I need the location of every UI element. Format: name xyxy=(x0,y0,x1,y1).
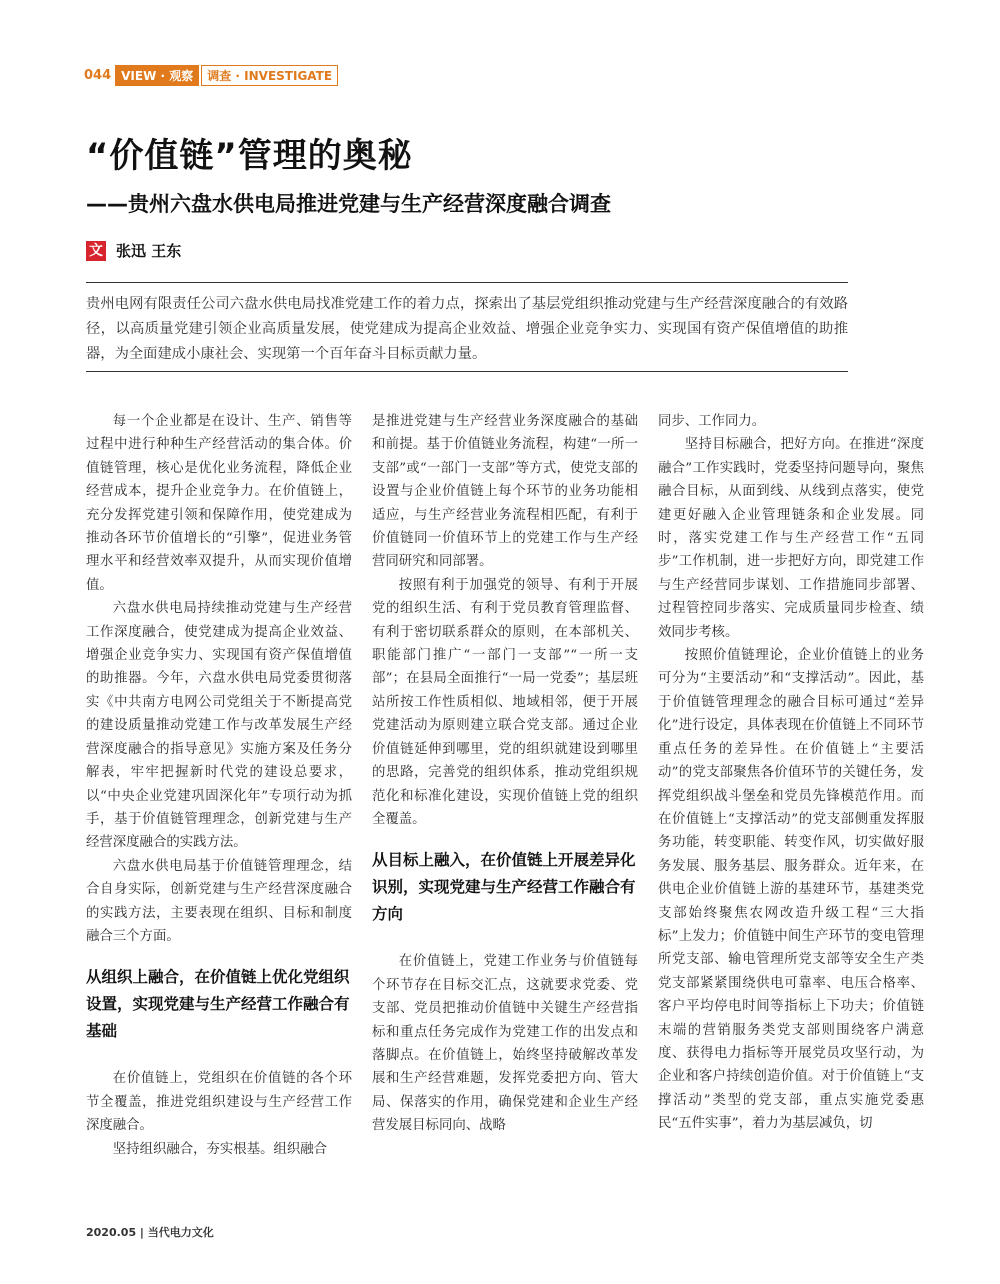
paragraph: 坚持目标融合，把好方向。在推进“深度融合”工作实践时，党委坚持问题导向，聚焦融合目标，从面到线、从线到点落实，使党建更好融入企业管理链条和企业发展。同时，落实党建工作与生产经营工作“五同步”工作机制，进一步把好方向，即党建工作与生产经营同步谋划、工作措施同步部署、过程管控同步落实、完成质量同步检查、绩效同步考核。 xyxy=(658,437,924,640)
paragraph: 按照价值链理论，企业价值链上的业务可分为“主要活动”和“支撑活动”。因此，基于价值链管理理念的融合目标可通过“差异化”进行设定，具体表现在价值链上不同环节重点任务的差异性。在价值链上“主要活动”的党支部聚焦各价值环节的关键任务，发挥党组织战斗堡垒和党员先锋模范作用。而在价值链上“支撑活动”的党支部侧重发挥服务功能，转变职能、转变作风，切实做好服务发展、服务基层、服务群众。近年来，在供电企业价值链上游的基建环节，基建类党支部始终聚焦农网改造升级工程“三大指标”上发力；价值链中间生产环节的变电管理所党支部、输电管理所党支部等安全生产类党支部紧紧围绕供电可靠率、电压合格率、客户平均停电时间等指标上下功夫；价值链末端的营销服务类党支部则围绕客户满意度、获得电力指标等开展党员攻坚行动，为企业和客户持续创造价值。对于价值链上“支撑活动”类型的党支部，重点实施党委惠民“五件实事”，着力为基层减负，切 xyxy=(658,648,924,1132)
paragraph: 坚持组织融合，夯实根基。组织融合 xyxy=(112,1141,328,1157)
article-subtitle: ——贵州六盘水供电局推进党建与生产经营深度融合调查 xyxy=(86,192,611,216)
paragraph: 六盘水供电局持续推动党建与生产经营工作深度融合，使党建成为提高企业效益、增强企业竞争实力、实现国有资产保值增值的助推器。今年，六盘水供电局党委贯彻落实《中共南方电网公司党组关于不断提高党的建设质量推动党建工作与改革发展生产经营深度融合的指导意见》实施方案及任务分解表，牢牢把握新时代党的建设总要求，以“中央企业党建巩固深化年”专项行动为抓手，基于价值链管理理念，创新党建与生产经营深度融合的实践方法。 xyxy=(86,601,352,851)
author-tag: 文 xyxy=(86,241,106,261)
body-column-1 xyxy=(86,410,352,1161)
page-footer: 2020.05 | 当代电力文化 xyxy=(86,1226,214,1239)
paragraph: 同步、工作同力。 xyxy=(658,414,766,429)
page-number: 044 xyxy=(84,67,112,83)
section-heading: 从目标上融入，在价值链上开展差异化识别，实现党建与生产经营工作融合有方向 xyxy=(372,851,636,924)
category-tag: 调查 · INVESTIGATE xyxy=(201,65,338,86)
author-line xyxy=(86,240,181,261)
paragraph: 六盘水供电局基于价值链管理理念，结合自身实际，创新党建与生产经营深度融合的实践方法，主要表现在组织、目标和制度融合三个方面。 xyxy=(86,858,352,944)
paragraph: 在价值链上，党建工作业务与价值链每个环节存在目标交汇点，这就要求党委、党支部、党员把推动价值链中关键生产经营指标和重点任务完成作为党建工作的出发点和落脚点。在价值链上，始终坚持破解改革发展和生产经营难题，发挥党委把方向、管大局、保落实的作用，确保党建和企业生产经营发展目标同向、战略 xyxy=(372,954,638,1134)
body-column-2 xyxy=(372,410,638,1138)
abstract-top-rule xyxy=(86,282,848,283)
paragraph: 是推进党建与生产经营业务深度融合的基础和前提。基于价值链业务流程，构建“一所一支部”或“一部门一支部”等方式，使党支部的设置与企业价值链上每个环节的业务功能相适应，与生产经营业务流程相匹配，有利于价值链同一价值环节上的党建工作与生产经营同研究和同部署。 xyxy=(372,414,638,570)
author-names: 张迅 王东 xyxy=(116,242,182,260)
article-abstract: 贵州电网有限责任公司六盘水供电局找准党建工作的着力点，探索出了基层党组织推动党建与生产经营深度融合的有效路径，以高质量党建引领企业高质量发展，使党建成为提高企业效益、增强企业竞争实力、实现国有资产保值增值的助推器，为全面建成小康社会、实现第一个百年奋斗目标贡献力量。 xyxy=(86,296,848,362)
paragraph: 按照有利于加强党的领导、有利于开展党的组织生活、有利于党员教育管理监督、有利于密切联系群众的原则，在本部机关、职能部门推广“一部门一支部”“一所一支部”；在县局全面推行“一局一党委”；基层班站所按工作性质相似、地域相邻，便于开展党建活动为原则建立联合党支部。通过企业价值链延伸到哪里，党的组织就建设到哪里的思路，完善党的组织体系，推动党组织规范化和标准化建设，实现价值链上党的组织全覆盖。 xyxy=(372,577,638,827)
body-column-3 xyxy=(658,410,924,1136)
paragraph: 每一个企业都是在设计、生产、销售等过程中进行种种生产经营活动的集合体。价值链管理，核心是优化业务流程，降低企业经营成本，提升企业竞争力。在价值链上，充分发挥党建引领和保障作用，使党建成为推动各环节价值增长的“引擎”，促进业务管理水平和经营效率双提升，从而实现价值增值。 xyxy=(86,414,352,593)
article-title: “价值链”管理的奥秘 xyxy=(86,136,413,176)
paragraph: 在价值链上，党组织在价值链的各个环节全覆盖，推进党组织建设与生产经营工作深度融合。 xyxy=(86,1071,352,1134)
abstract-bottom-rule xyxy=(86,371,848,372)
section-heading: 从组织上融合，在价值链上优化党组织设置，实现党建与生产经营工作融合有基础 xyxy=(86,968,350,1041)
page-header xyxy=(84,64,338,86)
section-tag: VIEW · 观察 xyxy=(115,65,199,86)
